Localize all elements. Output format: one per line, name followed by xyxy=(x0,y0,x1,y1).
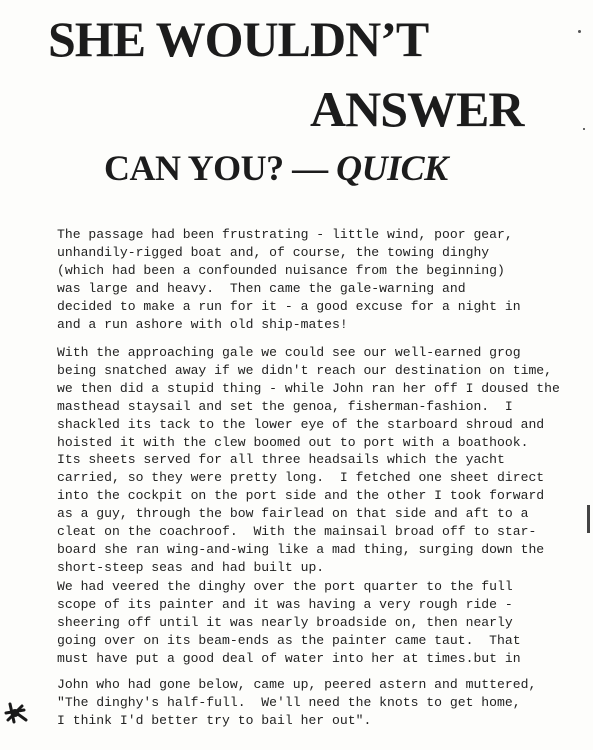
star-doodle-icon xyxy=(2,698,32,728)
paragraph-line: being snatched away if we didn't reach our destination on time, xyxy=(57,362,553,378)
paragraph-line: We had veered the dinghy over the port quarter to the full xyxy=(57,579,513,594)
paragraph-2 xyxy=(57,344,587,577)
paragraph-line: going over on its beam-ends as the painter came taut. That xyxy=(57,632,521,648)
paragraph-line: sheering off until it was nearly broadside on, then nearly xyxy=(57,614,513,630)
paragraph-line: hoisted it with the clew boomed out to port with a boathook. xyxy=(57,434,529,450)
paragraph-line: The passage had been frustrating - little wind, poor gear, xyxy=(57,227,513,242)
scan-edge-mark xyxy=(587,505,590,533)
paragraph-3 xyxy=(57,578,587,668)
paragraph-line: must have put a good deal of water into her at times.but in xyxy=(57,650,521,666)
paragraph-line: With the approaching gale we could see our well-earned grog xyxy=(57,345,521,360)
paragraph-line: unhandily-rigged boat and, of course, the towing dinghy xyxy=(57,244,490,260)
paragraph-line: into the cockpit on the port side and the other I took forward xyxy=(57,488,545,504)
headline-quick: QUICK xyxy=(336,148,448,188)
headline-line-3 xyxy=(104,150,448,186)
paragraph-line: carried, so they were pretty long. I fetched one sheet direct xyxy=(57,470,545,486)
paragraph-line: Its sheets served for all three headsails which the yacht xyxy=(57,452,505,468)
paragraph-line: masthead staysail and set the genoa, fisherman-fashion. I xyxy=(57,398,513,414)
paragraph-line: scope of its painter and it was having a very rough ride - xyxy=(57,596,513,612)
paragraph-line: we then did a stupid thing - while John ran her off I doused the xyxy=(57,380,560,396)
headline-line-2: ANSWER xyxy=(310,81,524,137)
paragraph-line: as a guy, through the bow fairlead on that side and aft to a xyxy=(57,506,529,522)
scan-speck xyxy=(578,30,581,33)
headline-line-3-prefix: CAN YOU? — xyxy=(104,148,337,188)
paragraph-line: (which had been a confounded nuisance from the beginning) xyxy=(57,262,505,278)
scan-speck xyxy=(583,128,585,130)
paragraph-line: I think I'd better try to bail her out". xyxy=(57,712,372,728)
paragraph-line: John who had gone below, came up, peered astern and muttered, xyxy=(57,677,537,692)
paragraph-line: cleat on the coachroof. With the mainsail broad off to star- xyxy=(57,524,537,540)
headline-line-1: SHE WOULDN’T xyxy=(48,11,429,67)
paragraph-line: short-steep seas and had built up. xyxy=(57,559,325,575)
paragraph-line: and a run ashore with old ship-mates! xyxy=(57,316,348,332)
paragraph-line: "The dinghy's half-full. We'll need the knots to get home, xyxy=(57,694,521,710)
paragraph-4 xyxy=(57,676,587,730)
paragraph-line: was large and heavy. Then came the gale-warning and xyxy=(57,280,466,296)
paragraph-line: shackled its tack to the lower eye of the starboard shroud and xyxy=(57,416,545,432)
paragraph-line: decided to make a run for it - a good excuse for a night in xyxy=(57,298,521,314)
paragraph-1 xyxy=(57,226,587,333)
paragraph-line: board she ran wing-and-wing like a mad thing, surging down the xyxy=(57,541,545,557)
